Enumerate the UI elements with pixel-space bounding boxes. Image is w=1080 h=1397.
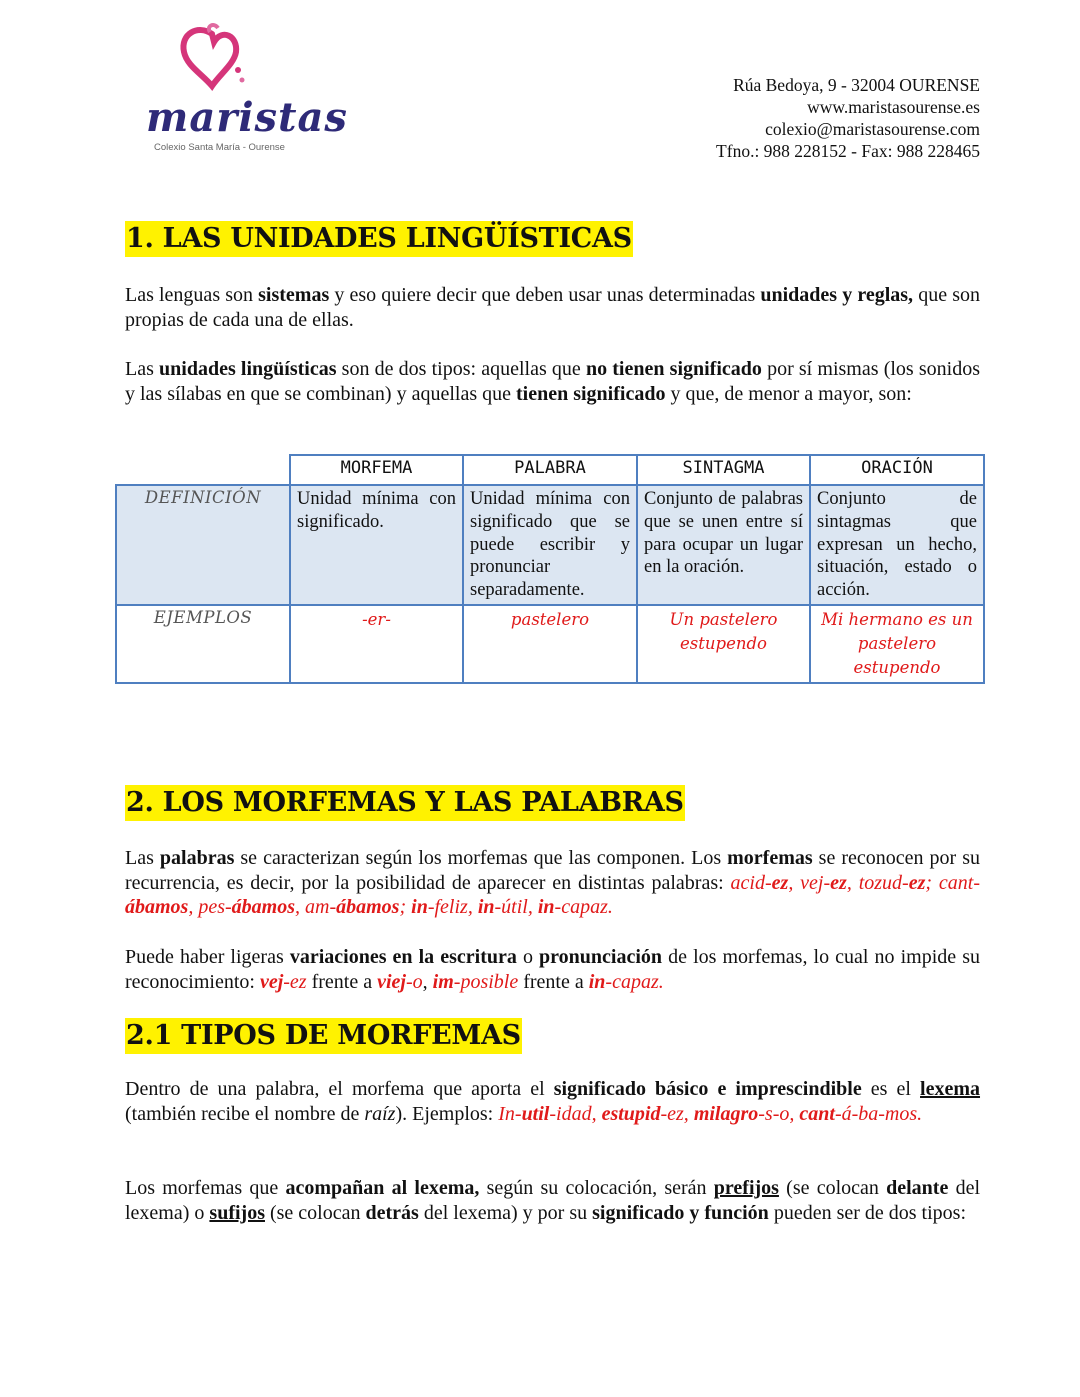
row-header: DEFINICIÓN xyxy=(116,485,290,605)
text-run: y eso quiere decir que deben usar unas determinadas xyxy=(329,284,761,306)
text-run: del lexema) y por su xyxy=(418,1201,593,1224)
text-run: ez xyxy=(908,871,926,894)
table-row-examples xyxy=(116,605,984,683)
text-run: de los morfemas, lo cual no impide su reconocimiento: xyxy=(125,946,981,993)
table-cell: -er- xyxy=(290,605,463,683)
text-run: unidades y reglas, xyxy=(760,284,914,306)
text-run: ). Ejemplos: xyxy=(395,1102,499,1125)
text-run: in xyxy=(588,970,606,993)
text-run: , am- xyxy=(295,896,337,918)
text-run: In- xyxy=(498,1102,522,1125)
text-run: estupid xyxy=(601,1102,661,1125)
table-corner xyxy=(116,455,290,485)
website-link[interactable]: www.maristasourense.es xyxy=(807,97,980,117)
column-header: ORACIÓN xyxy=(810,455,984,485)
section-1-title: 1. LAS UNIDADES LINGÜÍSTICAS xyxy=(125,221,633,257)
text-run: raíz xyxy=(364,1102,396,1125)
text-run: , tozud- xyxy=(846,871,909,894)
table-cell: Conjunto de sintagmas que expresan un hecho, situación, estado o acción. xyxy=(810,485,984,605)
text-run: acid- xyxy=(730,871,772,894)
section-2-paragraph-1 xyxy=(125,846,980,920)
column-header: MORFEMA xyxy=(290,455,463,485)
text-run: (se colocan xyxy=(778,1177,887,1199)
text-run: -feliz, xyxy=(427,896,478,918)
text-run: milagro xyxy=(693,1102,759,1125)
logo-subtitle: Colexio Santa María - Ourense xyxy=(154,142,285,153)
text-run: cant xyxy=(799,1102,835,1125)
text-run: o xyxy=(516,946,540,968)
text-run: ábamos xyxy=(125,896,189,918)
text-run: tienen significado xyxy=(516,382,666,405)
text-run: por sí mismas (los sonidos y las sílabas en que se combinan) y aquellas que xyxy=(125,358,980,405)
text-run: frente a xyxy=(518,970,589,993)
text-run: , vej- xyxy=(788,871,831,894)
logo-wordmark: maristas xyxy=(146,94,348,141)
section-2-1-title: 2.1 TIPOS DE MORFEMAS xyxy=(125,1018,522,1054)
heart-logo-icon xyxy=(140,22,300,102)
section-2-1-paragraph-2 xyxy=(125,1176,980,1225)
text-run: ; cant- xyxy=(925,871,980,894)
text-run: util xyxy=(521,1102,550,1125)
text-run: unidades lingüísticas xyxy=(159,358,337,380)
text-run: son de dos tipos: aquellas que xyxy=(336,358,586,380)
text-run: ; xyxy=(399,896,412,918)
table-cell: pastelero xyxy=(463,605,637,683)
text-run: delante xyxy=(886,1177,949,1199)
section-2-1-paragraph-1 xyxy=(125,1077,980,1126)
text-run: sistemas xyxy=(258,284,330,306)
text-run: -ez xyxy=(283,970,307,993)
text-run: -o xyxy=(405,970,423,993)
table-cell: Unidad mínima con significado que se puede escribir y pronunciar separadamente. xyxy=(463,485,637,605)
text-run: lexema xyxy=(920,1078,981,1100)
row-header: EJEMPLOS xyxy=(116,605,290,683)
school-logo xyxy=(140,22,348,162)
text-run: no tienen significado xyxy=(585,358,762,380)
text-run: -idad, xyxy=(549,1102,602,1125)
table-row-definition xyxy=(116,485,984,605)
text-run: Dentro de una palabra, el morfema que aporta el xyxy=(125,1078,554,1100)
text-run: morfemas xyxy=(727,847,813,869)
text-run: detrás xyxy=(365,1201,419,1224)
column-header: SINTAGMA xyxy=(637,455,810,485)
text-run: prefijos xyxy=(713,1177,779,1199)
text-run: significado básico e imprescindible xyxy=(553,1078,862,1100)
text-run: in xyxy=(411,896,428,918)
text-run: ábamos xyxy=(336,896,400,918)
text-run: -posible xyxy=(453,970,519,993)
text-run: in xyxy=(537,896,555,918)
text-run: se caracterizan según los morfemas que las componen. Los xyxy=(234,847,728,869)
email-link[interactable]: colexio@maristasourense.com xyxy=(765,119,980,139)
text-run: frente a xyxy=(306,970,378,993)
text-run: Puede haber ligeras xyxy=(125,946,290,968)
text-run: variaciones en la escritura xyxy=(289,946,517,968)
text-run: ez xyxy=(830,871,847,894)
text-run: Las xyxy=(125,358,160,380)
text-run: in xyxy=(477,896,495,918)
text-run: se reconocen por su recurrencia, es decir, por la posibilidad de aparecer en distintas palabras: xyxy=(125,847,981,894)
text-run: significado y función xyxy=(592,1201,769,1224)
text-run: sufijos xyxy=(209,1201,265,1224)
text-run: pueden ser de dos tipos: xyxy=(768,1201,966,1224)
section-1-paragraph-2 xyxy=(125,357,980,406)
text-run: que son propias de cada una de ellas. xyxy=(125,284,980,331)
column-header: PALABRA xyxy=(463,455,637,485)
text-run: -á-ba-mos. xyxy=(834,1102,923,1125)
text-run: pronunciación xyxy=(539,946,663,968)
section-2-title: 2. LOS MORFEMAS Y LAS PALABRAS xyxy=(125,785,685,821)
school-address xyxy=(716,74,980,162)
text-run: es el xyxy=(861,1078,921,1100)
text-run: Las lenguas son xyxy=(125,284,259,306)
table-cell: Un pastelero estupendo xyxy=(637,605,810,683)
text-run: acompañan al lexema, xyxy=(285,1177,480,1199)
text-run: y que, de menor a mayor, son: xyxy=(665,382,912,405)
phone-fax-line: Tfno.: 988 228152 - Fax: 988 228465 xyxy=(716,141,980,161)
text-run: Los morfemas que xyxy=(125,1177,286,1199)
address-line: Rúa Bedoya, 9 - 32004 OURENSE xyxy=(733,75,980,95)
text-run: , pes- xyxy=(188,896,232,918)
table-cell: Conjunto de palabras que se unen entre sí para ocupar un lugar en la oración. xyxy=(637,485,810,605)
text-run: ez xyxy=(771,871,789,894)
text-run: del lexema) o xyxy=(125,1177,980,1224)
text-run: im xyxy=(432,970,454,993)
text-run: Las xyxy=(125,847,160,869)
text-run: (se colocan xyxy=(264,1201,366,1224)
text-run: según su colocación, serán xyxy=(479,1177,714,1199)
text-run: -ez, xyxy=(660,1102,694,1125)
text-run: -capaz. xyxy=(605,970,664,993)
text-run: ábamos xyxy=(231,896,296,918)
text-run: vej xyxy=(259,970,284,993)
section-1-paragraph-1 xyxy=(125,283,980,332)
text-run: -útil, xyxy=(494,896,538,918)
table-cell: Unidad mínima con significado. xyxy=(290,485,463,605)
table-cell: Mi hermano es un pastelero estupendo xyxy=(810,605,984,683)
text-run: palabras xyxy=(159,847,235,869)
linguistic-units-table xyxy=(115,454,985,684)
text-run: -s-o, xyxy=(758,1102,800,1125)
text-run: -capaz. xyxy=(554,896,613,918)
text-run: (también recibe el nombre de xyxy=(125,1102,365,1125)
text-run: viej xyxy=(377,970,406,993)
section-2-paragraph-2 xyxy=(125,945,980,994)
text-run: , xyxy=(422,970,433,993)
